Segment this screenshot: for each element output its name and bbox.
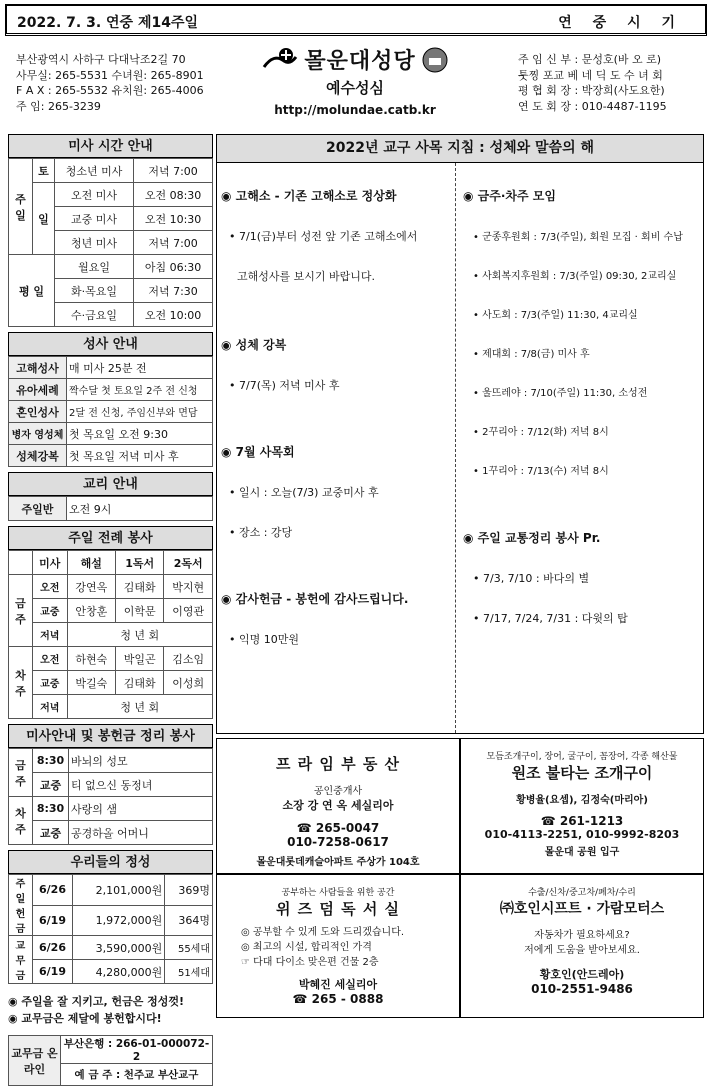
ad-line: 박혜진 세실리아 (298, 978, 378, 991)
sunday-label: 주 일 (9, 159, 33, 255)
ad-phone: 010-2551-9486 (531, 982, 633, 996)
notice-head: ◉ 금주·차주 모임 (463, 189, 556, 203)
offering-notes (8, 993, 213, 1027)
guide-group: 사랑의 샘 (69, 797, 213, 821)
liturgy-title: 주일 전례 봉사 (8, 526, 213, 550)
sacrament-table (8, 356, 213, 467)
liturgy-cell: 이학문 (116, 599, 164, 623)
weekday-name: 화·목요일 (55, 279, 134, 303)
liturgy-head: 1독서 (116, 551, 164, 575)
fax-line: F A X : 265-5532 유치원: 265-4006 (16, 84, 204, 97)
guide-mass: 교중 (33, 821, 69, 845)
notice-item: • 7/3, 7/10 : 바다의 별 (473, 572, 590, 585)
column-divider (455, 163, 456, 733)
mass-title: 미사 시간 안내 (8, 134, 213, 158)
sacrament-info: 짝수달 첫 토요일 2주 전 신청 (67, 379, 213, 401)
ad-line: 모듬조개구이, 장어, 굴구이, 꼼장어, 각종 해산물 (486, 752, 678, 762)
offering-amount: 1,972,000원 (73, 905, 165, 936)
ad-realestate (216, 738, 460, 874)
weekday-time: 아침 06:30 (134, 255, 213, 279)
mass-time: 저녁 7:00 (134, 231, 213, 255)
weekday-name: 월요일 (55, 255, 134, 279)
sacrament-info: 2달 전 신청, 주임신부와 면담 (67, 401, 213, 423)
main-title: 2022년 교구 사목 지침 : 성체와 말씀의 해 (217, 135, 703, 163)
notice-item: • 7/1(금)부터 성전 앞 기존 고해소에서 (229, 230, 418, 243)
offering-date: 6/26 (33, 875, 73, 906)
liturgy-mass: 저녁 (33, 623, 68, 647)
sat-label: 토 (33, 159, 55, 183)
ad-line: 황호인(안드레아) (539, 968, 625, 981)
sacrament-name: 성체강복 (9, 445, 67, 467)
guide-group: 바뇌의 성모 (69, 749, 213, 773)
church-building-icon (422, 47, 448, 73)
account-owner: 예 금 주 : 천주교 부산교구 (61, 1064, 213, 1086)
notice-head: ◉ 주일 교통정리 봉사 Pr. (463, 531, 601, 545)
guide-mass: 교중 (33, 773, 69, 797)
offering-count: 55세대 (165, 936, 213, 960)
ad-line: 저에게 도움을 받아보세요. (524, 945, 640, 956)
sacrament-name: 유아세례 (9, 379, 67, 401)
this-week-label: 금주 (9, 575, 33, 647)
ad-line: ☞ 다대 다이소 맞은편 건물 2층 (241, 957, 379, 968)
weekday-time: 저녁 7:30 (134, 279, 213, 303)
doctrine-label: 주일반 (9, 497, 67, 521)
doctrine-value: 오전 9시 (67, 497, 213, 521)
liturgy-cell: 박길숙 (67, 671, 115, 695)
ad-title: 원조 불타는 조개구이 (511, 764, 653, 782)
offering-table (8, 874, 213, 984)
guide-mass: 8:30 (33, 749, 69, 773)
notice-item: • 1꾸리아 : 7/13(수) 저녁 8시 (473, 466, 609, 477)
ad-title: 위 즈 덤 독 서 실 (275, 900, 401, 918)
church-contacts (16, 52, 204, 114)
sun-label: 일 (33, 183, 55, 255)
doctrine-table (8, 496, 213, 521)
sat-mass: 청소년 미사 (55, 159, 134, 183)
notice-item: • 제대회 : 7/8(금) 미사 후 (473, 349, 590, 360)
offering-date: 6/19 (33, 905, 73, 936)
ad-line: 소장 강 연 옥 세실리아 (282, 799, 394, 812)
liturgy-cell: 안창훈 (67, 599, 115, 623)
ad-phone: ☎ 261-1213 (540, 814, 624, 828)
liturgy-head: 해설 (67, 551, 115, 575)
notice-item: • 7/17, 7/24, 7/31 : 다윗의 탑 (473, 612, 628, 625)
church-name: 몰운대성당 (304, 49, 416, 74)
liturgy-mass: 교중 (33, 671, 68, 695)
church-subtitle: 예수성심 (326, 79, 384, 97)
ad-line: 공인중개사 (313, 786, 363, 797)
sacrament-info: 첫 목요일 저녁 미사 후 (67, 445, 213, 467)
liturgy-mass: 오전 (33, 575, 68, 599)
ad-phone: 010-7258-0617 (287, 835, 389, 849)
ad-line: 몰운대롯데캐슬아파트 주상가 104호 (256, 857, 420, 868)
guide-title: 미사안내 및 봉헌금 정리 봉사 (8, 724, 213, 748)
note-line: ◉ 교무금은 제달에 봉헌합시다! (8, 1012, 162, 1025)
ad-title: ㈜호인시프트 · 가람모터스 (499, 901, 665, 917)
main-notice-area (216, 134, 704, 734)
ad-line: 황병율(요셉), 김정숙(마리아) (516, 795, 648, 806)
ad-title: 프 라 임 부 동 산 (275, 755, 401, 773)
liturgy-cell: 박일곤 (116, 647, 164, 671)
next-week-label: 차주 (9, 647, 33, 719)
liturgy-cell: 강연옥 (67, 575, 115, 599)
online-label: 교무금 온라인 (9, 1036, 61, 1086)
notice-head: ◉ 성체 강복 (221, 338, 287, 352)
offering-amount: 2,101,000원 (73, 875, 165, 906)
ad-phone: ☎ 265-0047 (296, 821, 380, 835)
guide-mass: 8:30 (33, 797, 69, 821)
notice-item: • 장소 : 강당 (229, 526, 293, 539)
ad-clam (460, 738, 704, 874)
parish-dues-label: 교무금 (9, 936, 33, 984)
mass-time: 오전 10:30 (134, 207, 213, 231)
sat-time: 저녁 7:00 (134, 159, 213, 183)
notice-head: ◉ 감사헌금 - 봉헌에 감사드립니다. (221, 592, 409, 606)
liturgy-mass: 교중 (33, 599, 68, 623)
pastor-line: 주 임 신 부 : 문성호(바 오 로) (518, 53, 662, 66)
ad-phone: ☎ 265 - 0888 (292, 992, 384, 1006)
ad-motors (460, 874, 704, 1018)
ad-studyroom (216, 874, 460, 1018)
sacrament-name: 고해성사 (9, 357, 67, 379)
offering-amount: 4,280,000원 (73, 960, 165, 984)
phone-line: 사무실: 265-5531 수녀원: 265-8901 (16, 68, 204, 82)
liturgy-cell: 이성희 (164, 671, 213, 695)
weekday-name: 수·금요일 (55, 303, 134, 327)
ad-line: 공부하는 사람들을 위한 공간 (281, 888, 395, 898)
notice-item: • 일시 : 오늘(7/3) 교중미사 후 (229, 486, 379, 499)
church-logo-block (250, 44, 460, 117)
bulletin-header (5, 4, 707, 36)
notice-item: • 7/7(목) 저녁 미사 후 (229, 379, 340, 392)
ad-line: ◎ 공부할 수 있게 도와 드리겠습니다. (241, 927, 405, 938)
ad-line: 몰운대 공원 입구 (544, 847, 620, 858)
liturgy-cell: 이영관 (164, 599, 213, 623)
notice-item: • 사도회 : 7/3(주일) 11:30, 4교리실 (473, 310, 638, 321)
notice-left (221, 187, 451, 647)
ad-line: 자동차가 필요하세요? (534, 930, 630, 941)
ad-line: 수출/신차/중고차/폐차/수리 (528, 888, 636, 898)
staff-list (518, 52, 667, 114)
mass-table (8, 158, 213, 327)
guide-group: 티 없으신 동정녀 (69, 773, 213, 797)
offering-count: 369명 (165, 875, 213, 906)
church-website-link[interactable]: http://molundae.catb.kr (274, 103, 436, 117)
mass-name: 청년 미사 (55, 231, 134, 255)
sacrament-name: 혼인성사 (9, 401, 67, 423)
doctrine-title: 교리 안내 (8, 472, 213, 496)
guide-group: 공경하올 어머니 (69, 821, 213, 845)
offering-count: 364명 (165, 905, 213, 936)
mass-name: 교중 미사 (55, 207, 134, 231)
sacrament-name: 병자 영성체 (9, 423, 67, 445)
church-emblem-icon (262, 45, 298, 75)
liturgical-season: 연 중 시 기 (558, 15, 683, 31)
mass-name: 오전 미사 (55, 183, 134, 207)
notice-item: • 익명 10만원 (229, 633, 299, 646)
notice-item: • 울뜨레야 : 7/10(주일) 11:30, 소성전 (473, 388, 648, 399)
priest-phone-line: 주 임: 265-3239 (16, 99, 101, 113)
bulletin-date: 2022. 7. 3. 연중 제14주일 (17, 15, 199, 31)
yeondo-line: 연 도 회 장 : 010-4487-1195 (518, 99, 667, 113)
offering-title: 우리들의 정성 (8, 850, 213, 874)
offering-count: 51세대 (165, 960, 213, 984)
notice-head: ◉ 고해소 - 기존 고해소로 정상화 (221, 189, 397, 203)
notice-right (463, 187, 701, 626)
liturgy-head: 미사 (33, 551, 68, 575)
liturgy-youth: 청 년 회 (67, 623, 212, 647)
ad-line: ◎ 최고의 시설, 합리적인 가격 (241, 942, 372, 953)
liturgy-cell: 하현숙 (67, 647, 115, 671)
left-column (8, 134, 213, 1086)
sacrament-info: 첫 목요일 오전 9:30 (67, 423, 213, 445)
liturgy-cell: 김태화 (116, 575, 164, 599)
note-line: ◉ 주일을 잘 지키고, 헌금은 정성껏! (8, 995, 185, 1008)
this-week-label: 금주 (9, 749, 33, 797)
liturgy-mass: 오전 (33, 647, 68, 671)
liturgy-mass: 저녁 (33, 695, 68, 719)
offering-date: 6/26 (33, 936, 73, 960)
offering-amount: 3,590,000원 (73, 936, 165, 960)
sunday-offering-label: 주일헌금 (9, 875, 33, 936)
weekday-label: 평 일 (9, 255, 55, 327)
address-line: 부산광역시 사하구 다대낙조2길 70 (16, 53, 186, 66)
weekday-time: 오전 10:00 (134, 303, 213, 327)
liturgy-youth: 청 년 회 (67, 695, 212, 719)
sacrament-info: 매 미사 25분 전 (67, 357, 213, 379)
ad-phone: 010-4113-2251, 010-9992-8203 (484, 828, 680, 841)
liturgy-head: 2독서 (164, 551, 213, 575)
mass-time: 오전 08:30 (134, 183, 213, 207)
online-table (8, 1035, 213, 1086)
notice-item: 고해성사를 보시기 바랍니다. (237, 270, 376, 283)
notice-item: • 사회복지후원회 : 7/3(주일) 09:30, 2교리실 (473, 271, 677, 282)
bank-account: 부산은행 : 266-01-000072-2 (61, 1036, 213, 1064)
liturgy-cell: 박지현 (164, 575, 213, 599)
notice-item: • 군종후원회 : 7/3(주일), 회원 모집 · 회비 수납 (473, 232, 683, 243)
sacrament-title: 성사 안내 (8, 332, 213, 356)
guide-table (8, 748, 213, 845)
liturgy-cell: 김태화 (116, 671, 164, 695)
liturgy-table (8, 550, 213, 719)
notice-head: ◉ 7월 사목회 (221, 445, 295, 459)
liturgy-cell: 김소임 (164, 647, 213, 671)
council-line: 평 협 회 장 : 박장희(사도요한) (518, 84, 665, 97)
notice-item: • 2꾸리아 : 7/12(화) 저녁 8시 (473, 427, 609, 438)
sisters-line: 툿찡 포교 베 네 딕 도 수 녀 회 (518, 68, 663, 82)
offering-date: 6/19 (33, 960, 73, 984)
next-week-label: 차주 (9, 797, 33, 845)
